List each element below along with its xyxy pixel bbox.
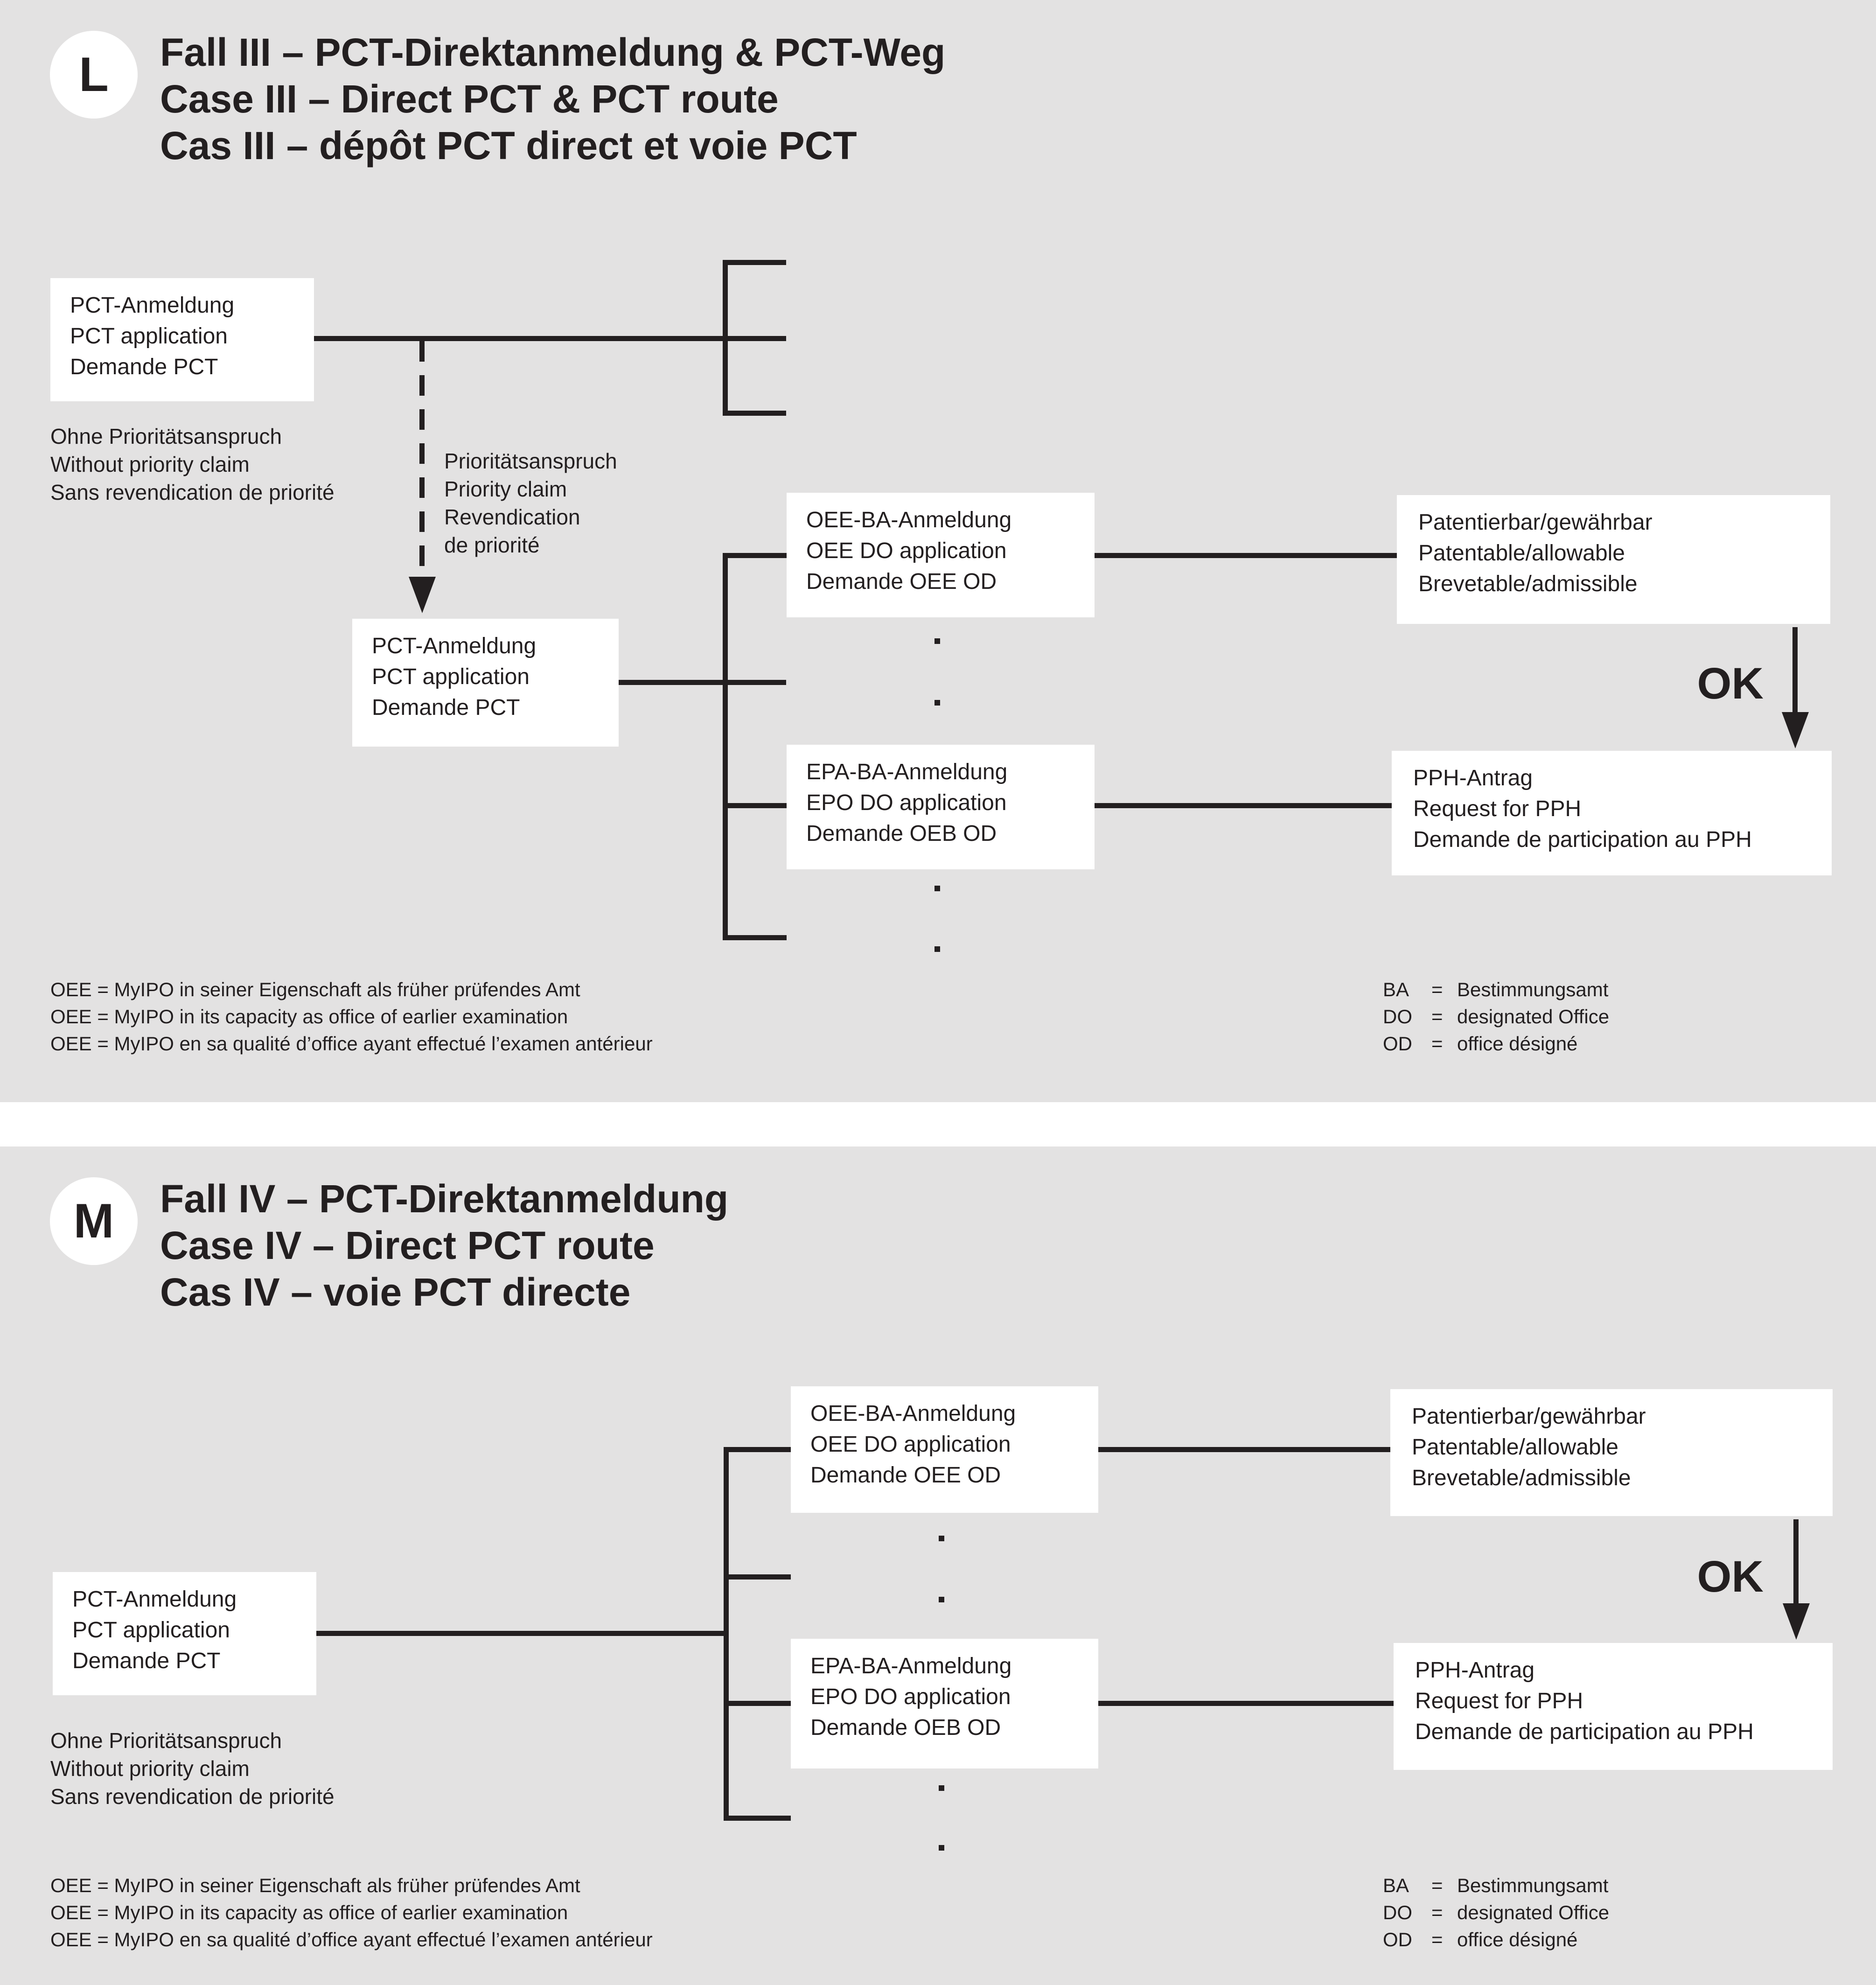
- m-pph-en: Request for PPH: [1415, 1689, 1583, 1713]
- l-pph-request-box: [1392, 751, 1832, 875]
- legend-row: DO = designated Office: [1383, 1901, 1610, 1923]
- l-footnotes-oee: [50, 976, 653, 1057]
- m-patentable-en: Patentable/allowable: [1412, 1435, 1618, 1460]
- m-without-priority-en: Without priority claim: [50, 1756, 250, 1781]
- l-pct1-line-de: PCT-Anmeldung: [70, 293, 235, 318]
- l-footnote-en: OEE = MyIPO in its capacity as office of earlier examination: [50, 1006, 568, 1027]
- l-pct-application-box-1: [50, 278, 314, 401]
- l-epa-line-en: EPO DO application: [806, 790, 1007, 815]
- l-priority-claim-fr2: de priorité: [444, 533, 540, 557]
- panel-l-badge-letter: L: [79, 48, 109, 102]
- l-pct2-line-en: PCT application: [372, 664, 530, 689]
- m-pph-request-box: [1394, 1643, 1833, 1770]
- panel-l-title: [160, 29, 945, 169]
- m-epo-do-application-box: [791, 1639, 1098, 1768]
- panel-m-badge: [50, 1177, 138, 1265]
- l-connector-epa-pph: [1095, 803, 1392, 808]
- panel-m-badge-letter: M: [73, 1194, 114, 1248]
- l-ok-label: OK: [1697, 659, 1764, 708]
- m-pct-line-en: PCT application: [72, 1618, 230, 1643]
- m-distributor-stub-middle: [724, 1574, 791, 1580]
- l-connector-pct1-main: [314, 336, 786, 341]
- m-epa-line-fr: Demande OEB OD: [810, 1715, 1001, 1740]
- l-pph-de: PPH-Antrag: [1413, 766, 1533, 790]
- l-footnote-de: OEE = MyIPO in seiner Eigenschaft als früher prüfendes Amt: [50, 979, 580, 1000]
- l-oee-line-en: OEE DO application: [806, 538, 1007, 563]
- m-ellipsis-dot: [939, 1785, 944, 1791]
- l-pct2-line-de: PCT-Anmeldung: [372, 634, 537, 658]
- m-distributor-stub-oee: [724, 1447, 791, 1452]
- l-oee-line-fr: Demande OEE OD: [806, 569, 997, 594]
- m-ellipsis-dot: [939, 1597, 944, 1602]
- l-priority-claim-fr1: Revendication: [444, 505, 580, 529]
- l-distributor-stub-oee: [723, 553, 787, 558]
- l-patentable-box: [1397, 495, 1830, 624]
- l-patentable-fr: Brevetable/admissible: [1418, 572, 1638, 596]
- l-oee-line-de: OEE-BA-Anmeldung: [806, 508, 1012, 532]
- m-footnote-de: OEE = MyIPO in seiner Eigenschaft als früher prüfendes Amt: [50, 1874, 580, 1896]
- panel-l-badge: [50, 31, 138, 119]
- m-ok-label: OK: [1697, 1552, 1764, 1601]
- m-epa-line-en: EPO DO application: [810, 1684, 1011, 1709]
- m-epa-line-de: EPA-BA-Anmeldung: [810, 1654, 1012, 1678]
- l-ellipsis-dot: [935, 638, 940, 644]
- l-priority-claim-en: Priority claim: [444, 477, 567, 501]
- l-priority-claim-arrowhead-icon: [409, 577, 436, 613]
- m-pct-application-box: [53, 1572, 316, 1695]
- m-oee-line-fr: Demande OEE OD: [810, 1463, 1001, 1488]
- l-epa-line-fr: Demande OEB OD: [806, 821, 997, 846]
- m-pph-de: PPH-Antrag: [1415, 1658, 1535, 1683]
- panel-m-title-fr: Cas IV – voie PCT directe: [160, 1270, 631, 1314]
- l-top-distributor-line: [723, 260, 728, 416]
- legend-row: BA = Bestimmungsamt: [1383, 979, 1609, 1000]
- m-pct-line-de: PCT-Anmeldung: [72, 1587, 237, 1612]
- m-connector-pct: [316, 1631, 729, 1636]
- l-pph-fr: Demande de participation au PPH: [1413, 827, 1752, 852]
- m-ok-arrowhead-icon: [1783, 1603, 1810, 1640]
- m-patentable-fr: Brevetable/admissible: [1412, 1466, 1631, 1490]
- l-oee-do-application-box: [787, 493, 1095, 617]
- m-pct-line-fr: Demande PCT: [72, 1649, 221, 1673]
- l-patentable-en: Patentable/allowable: [1418, 541, 1625, 566]
- l-distributor-line: [723, 553, 728, 940]
- legend-row: OD = office désigné: [1383, 1033, 1578, 1055]
- l-connector-oee-patentable: [1095, 553, 1397, 558]
- m-ellipsis-dot: [939, 1536, 944, 1541]
- l-without-priority-fr: Sans revendication de priorité: [50, 480, 335, 504]
- l-ellipsis-dot: [935, 946, 940, 952]
- m-ellipsis-dot: [939, 1845, 944, 1851]
- l-distributor-stub-epa: [723, 803, 787, 808]
- l-ok-arrow-line: [1792, 627, 1798, 712]
- l-footnote-fr: OEE = MyIPO en sa qualité d’office ayant effectué l’examen antérieur: [50, 1033, 653, 1055]
- l-ok-arrowhead-icon: [1782, 712, 1809, 748]
- m-without-priority-de: Ohne Prioritätsanspruch: [50, 1728, 282, 1753]
- l-patentable-de: Patentierbar/gewährbar: [1418, 510, 1653, 535]
- l-priority-claim-de: Prioritätsanspruch: [444, 449, 617, 473]
- l-priority-claim-label: [444, 447, 617, 559]
- m-patentable-de: Patentierbar/gewährbar: [1412, 1404, 1646, 1429]
- m-oee-do-application-box: [791, 1386, 1098, 1513]
- l-epa-line-de: EPA-BA-Anmeldung: [806, 760, 1008, 784]
- l-top-distributor-stub-1: [723, 260, 786, 265]
- l-ellipsis-dot: [935, 700, 940, 706]
- l-pph-en: Request for PPH: [1413, 797, 1582, 821]
- l-pct1-line-fr: Demande PCT: [70, 355, 218, 379]
- m-footnotes-oee: [50, 1872, 653, 1953]
- m-without-priority-label: [50, 1726, 335, 1810]
- m-footnote-en: OEE = MyIPO in its capacity as office of earlier examination: [50, 1901, 568, 1923]
- l-top-distributor-stub-2: [723, 411, 786, 416]
- l-without-priority-en: Without priority claim: [50, 452, 250, 476]
- m-footnote-fr: OEE = MyIPO en sa qualité d’office ayant effectué l’examen antérieur: [50, 1929, 653, 1950]
- panel-m-title-de: Fall IV – PCT-Direktanmeldung: [160, 1177, 729, 1221]
- panel-l-title-de: Fall III – PCT-Direktanmeldung & PCT-Weg: [160, 30, 946, 74]
- panel-m-title-en: Case IV – Direct PCT route: [160, 1223, 655, 1267]
- l-without-priority-de: Ohne Prioritätsanspruch: [50, 424, 282, 448]
- legend-row: OD = office désigné: [1383, 1929, 1578, 1950]
- m-pph-fr: Demande de participation au PPH: [1415, 1719, 1754, 1744]
- l-pct-application-box-2: [352, 619, 619, 747]
- m-patentable-box: [1390, 1389, 1833, 1516]
- l-ellipsis-dot: [935, 886, 940, 891]
- l-pct1-line-en: PCT application: [70, 324, 228, 349]
- m-oee-line-en: OEE DO application: [810, 1432, 1011, 1457]
- panel-m-title: [160, 1175, 728, 1315]
- m-distributor-stub-bottom: [724, 1816, 791, 1821]
- legend-row: BA = Bestimmungsamt: [1383, 1874, 1609, 1896]
- m-ok-arrow-line: [1793, 1519, 1799, 1603]
- l-abbreviation-legend: [1383, 976, 1609, 1057]
- l-without-priority-label: [50, 422, 335, 506]
- m-distributor-line: [724, 1447, 729, 1821]
- l-epo-do-application-box: [787, 745, 1095, 869]
- panel-l-title-en: Case III – Direct PCT & PCT route: [160, 77, 779, 121]
- m-without-priority-fr: Sans revendication de priorité: [50, 1784, 335, 1809]
- m-oee-line-de: OEE-BA-Anmeldung: [810, 1401, 1016, 1426]
- m-connector-epa-pph: [1098, 1701, 1394, 1706]
- panel-l-title-fr: Cas III – dépôt PCT direct et voie PCT: [160, 124, 857, 168]
- m-distributor-stub-epa: [724, 1701, 791, 1706]
- legend-row: DO = designated Office: [1383, 1006, 1610, 1027]
- m-connector-oee-patentable: [1098, 1447, 1390, 1452]
- l-priority-claim-dashed-line: [419, 341, 425, 577]
- m-abbreviation-legend: [1383, 1872, 1609, 1953]
- l-distributor-stub-bottom: [723, 935, 787, 940]
- l-connector-pct2: [619, 680, 786, 685]
- l-pct2-line-fr: Demande PCT: [372, 695, 520, 720]
